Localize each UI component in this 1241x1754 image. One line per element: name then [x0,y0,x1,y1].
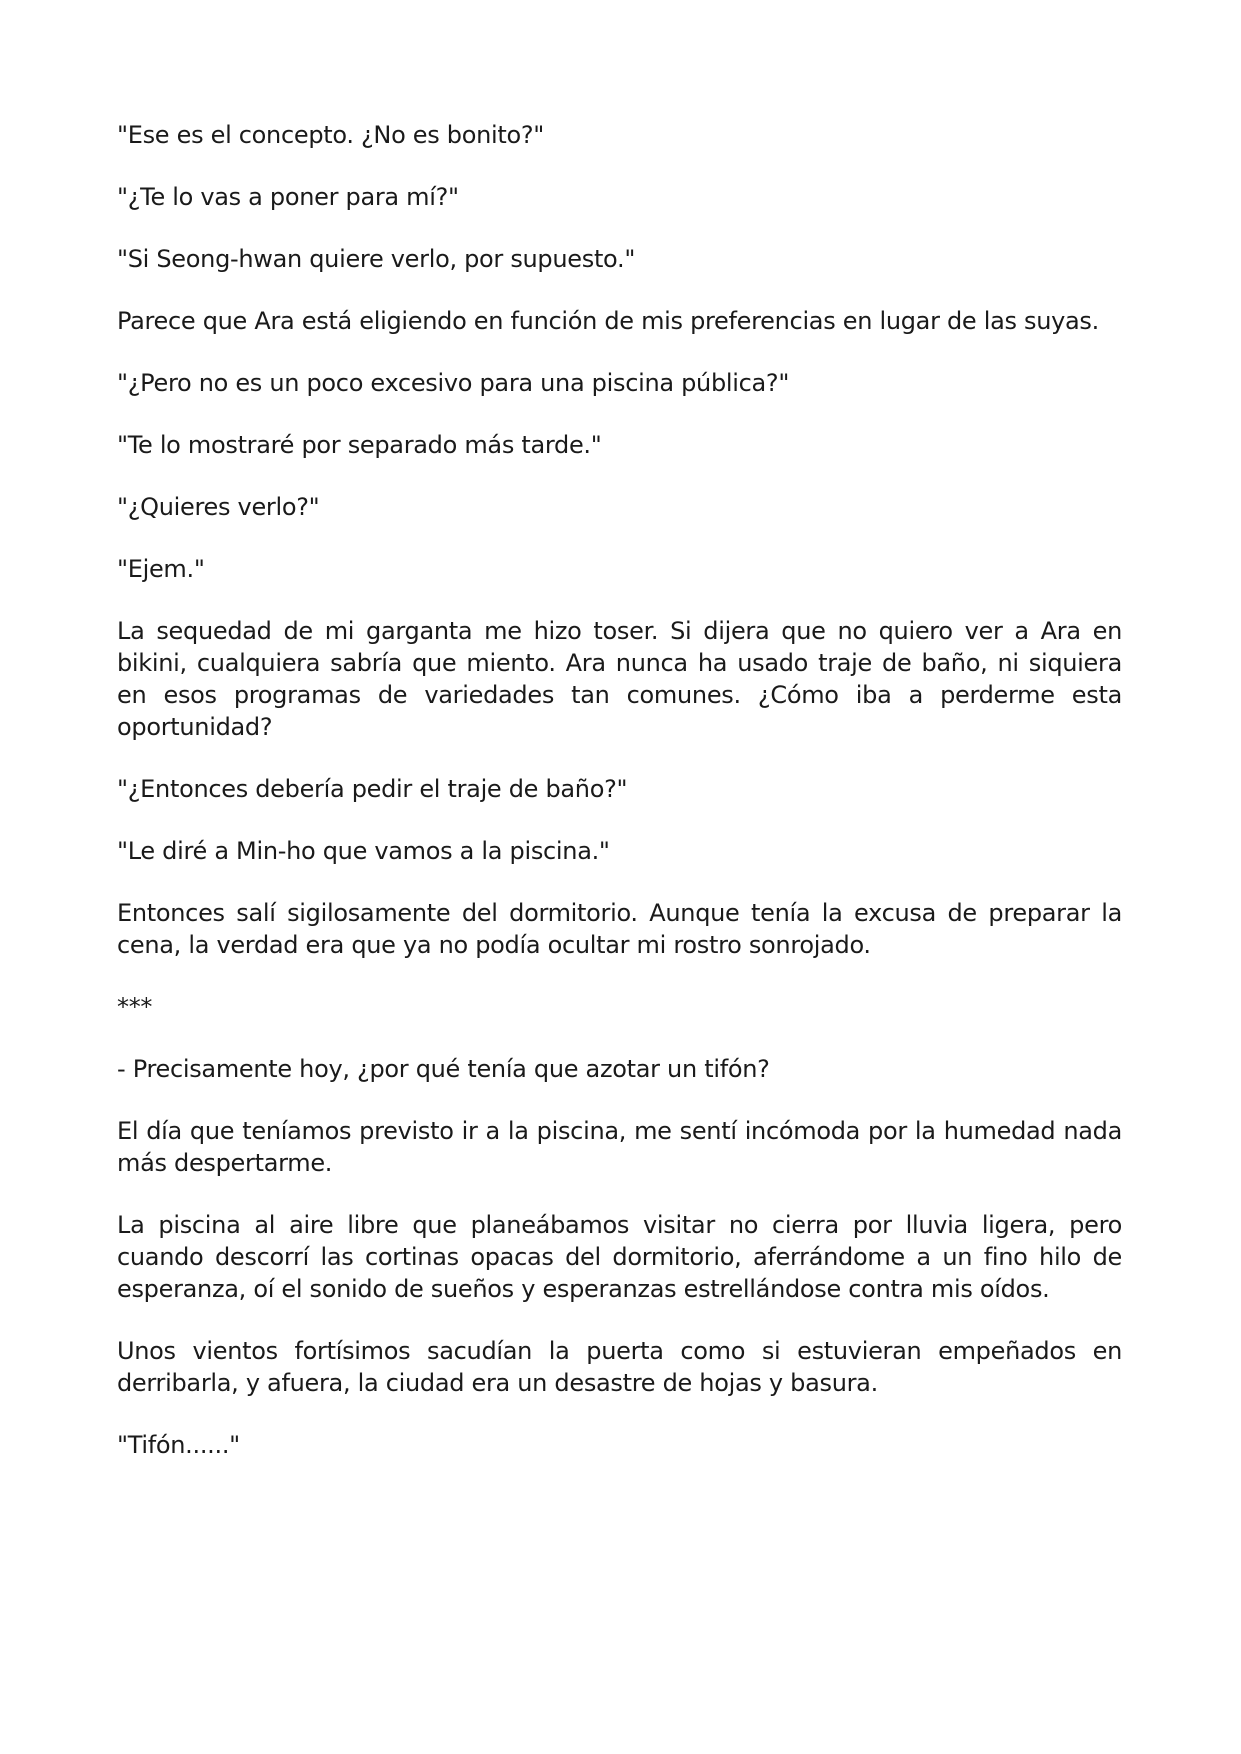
paragraph: Entonces salí sigilosamente del dormitorio. Aunque tenía la excusa de preparar la cena, la verdad era que ya no podía ocultar mi rostro sonrojado. [117,899,1122,959]
paragraph: "Ejem." [117,555,205,583]
paragraph: "¿Te lo vas a poner para mí?" [117,183,459,211]
paragraph: La piscina al aire libre que planeábamos visitar no cierra por lluvia ligera, pero cuando descorrí las cortinas opacas del dormitorio, aferrándome a un fino hilo de esperanza, oí el sonido de sueños y esperanzas estrellándose contra mis oídos. [117,1211,1122,1303]
paragraph: "¿Entonces debería pedir el traje de baño?" [117,775,628,803]
paragraph: "¿Quieres verlo?" [117,493,320,521]
paragraph: "Te lo mostraré por separado más tarde." [117,431,602,459]
paragraph: "Tifón......" [117,1431,240,1459]
paragraph: *** [117,993,153,1021]
paragraph: El día que teníamos previsto ir a la piscina, me sentí incómoda por la humedad nada más despertarme. [117,1117,1122,1177]
paragraph: Parece que Ara está eligiendo en función de mis preferencias en lugar de las suyas. [117,307,1099,335]
paragraph: La sequedad de mi garganta me hizo toser. Si dijera que no quiero ver a Ara en bikini, cualquiera sabría que miento. Ara nunca ha usado traje de baño, ni siquiera en esos programas de variedades tan comunes. ¿Cómo iba a perderme esta oportunidad? [117,617,1122,741]
paragraph: "¿Pero no es un poco excesivo para una piscina pública?" [117,369,790,397]
paragraph: "Le diré a Min-ho que vamos a la piscina." [117,837,610,865]
paragraph: "Si Seong-hwan quiere verlo, por supuesto." [117,245,636,273]
paragraph: - Precisamente hoy, ¿por qué tenía que azotar un tifón? [117,1055,770,1083]
document-body [117,119,1122,1491]
paragraph: Unos vientos fortísimos sacudían la puerta como si estuvieran empeñados en derribarla, y afuera, la ciudad era un desastre de hojas y basura. [117,1337,1122,1397]
paragraph: "Ese es el concepto. ¿No es bonito?" [117,121,545,149]
